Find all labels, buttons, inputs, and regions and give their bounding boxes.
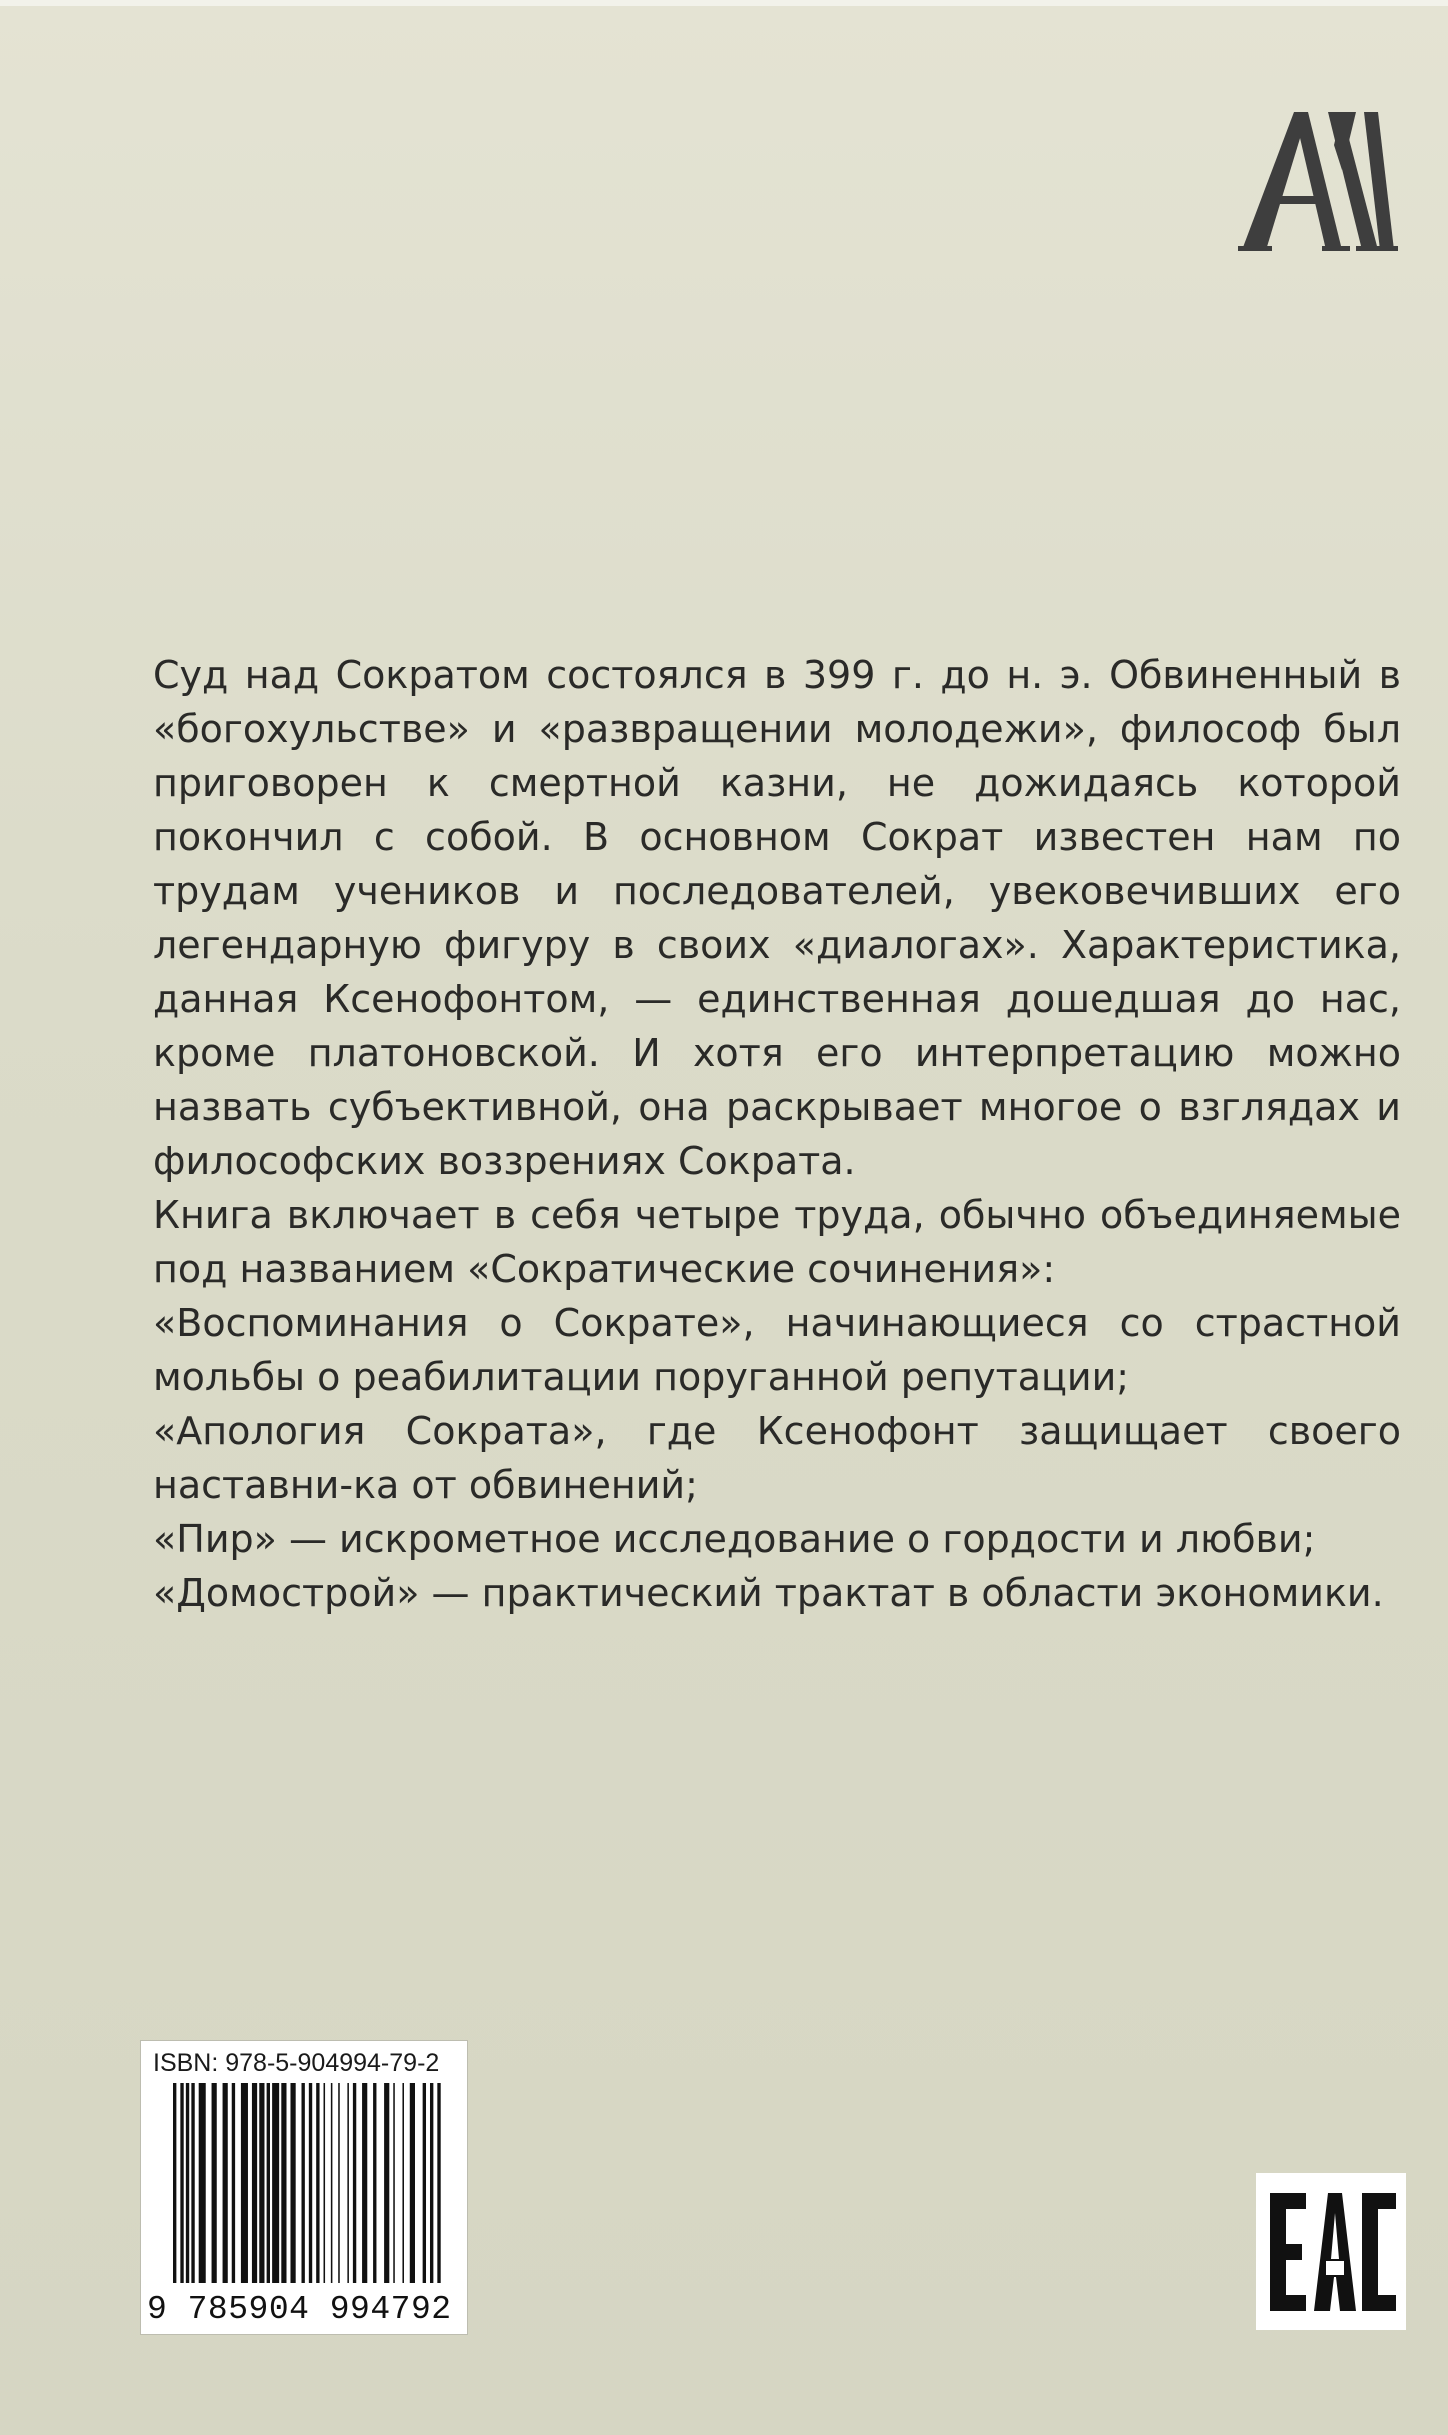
barcode-bar (267, 2083, 270, 2283)
barcode-digits: 9 785904 994792 (147, 2291, 452, 2328)
barcode-bar (324, 2083, 326, 2283)
book-description (153, 648, 1401, 1620)
barcode-bar (430, 2083, 433, 2283)
barcode-bar (402, 2083, 404, 2283)
barcode-bar (223, 2083, 228, 2283)
isbn-label: ISBN: 978-5-904994-79-2 (153, 2049, 440, 2077)
barcode-bar (338, 2083, 340, 2283)
barcode-bar (316, 2083, 319, 2283)
barcode-bar (373, 2083, 376, 2283)
barcode-bar (331, 2083, 333, 2283)
barcode-bar (173, 2083, 176, 2283)
barcode-bar (347, 2083, 349, 2283)
barcode-bar (191, 2083, 194, 2283)
cover-top-edge (0, 0, 1448, 6)
description-paragraph: Суд над Сократом состоялся в 399 г. до н. э. Обвиненный в «богохульстве» и «развращении молодежи», философ был приговорен к смертной казни, не дожидаясь которой покончил с собой. В основном Сократ известен нам по трудам учеников и последователей, увековечивших его легендарную фигуру в своих «диалогах». Характеристика, данная Ксенофонтом, — единственная дошедшая до нас, кроме платоновской. И хотя его интерпретацию можно назвать субъективной, она раскрывает многое о взглядах и философских воззрениях Сократа. (153, 653, 1401, 1183)
isbn-barcode (140, 2040, 468, 2335)
am-monogram-logo (1238, 100, 1398, 260)
barcode-bars (173, 2083, 441, 2298)
barcode-bar (199, 2083, 206, 2283)
description-paragraph: Книга включает в себя четыре труда, обычно объединяемые под названием «Сократические сочинения»: (153, 1193, 1401, 1291)
barcode-bar (186, 2083, 189, 2283)
barcode-bar (423, 2083, 426, 2283)
barcode-bar (259, 2083, 264, 2283)
eac-certification-mark (1256, 2173, 1406, 2330)
barcode-bar (353, 2083, 356, 2283)
barcode-bar (180, 2083, 183, 2283)
barcode-bar (410, 2083, 415, 2283)
barcode-bar (290, 2083, 295, 2283)
barcode-bar (281, 2083, 286, 2283)
eac-icon (1256, 2173, 1406, 2330)
description-paragraph: «Воспоминания о Сократе», начинающиеся со страстной мольбы о реабилитации поруганной репутации; (153, 1301, 1401, 1399)
barcode-bar (362, 2083, 367, 2283)
barcode-bar (384, 2083, 389, 2283)
barcode-bar (301, 2083, 304, 2283)
description-paragraph: «Апология Сократа», где Ксенофонт защищает своего наставни-ка от обвинений; (153, 1409, 1401, 1507)
barcode-bar (252, 2083, 257, 2283)
barcode-bar (309, 2083, 312, 2283)
barcode-bar (212, 2083, 217, 2283)
barcode-bar (232, 2083, 235, 2283)
description-paragraph: «Пир» — искрометное исследование о гордости и любви; (153, 1517, 1316, 1561)
barcode-bar (437, 2083, 440, 2283)
barcode-bar (241, 2083, 248, 2283)
description-paragraph: «Домострой» — практический трактат в области экономики. (153, 1571, 1384, 1615)
barcode-bar (272, 2083, 279, 2283)
barcode-bar (393, 2083, 395, 2283)
